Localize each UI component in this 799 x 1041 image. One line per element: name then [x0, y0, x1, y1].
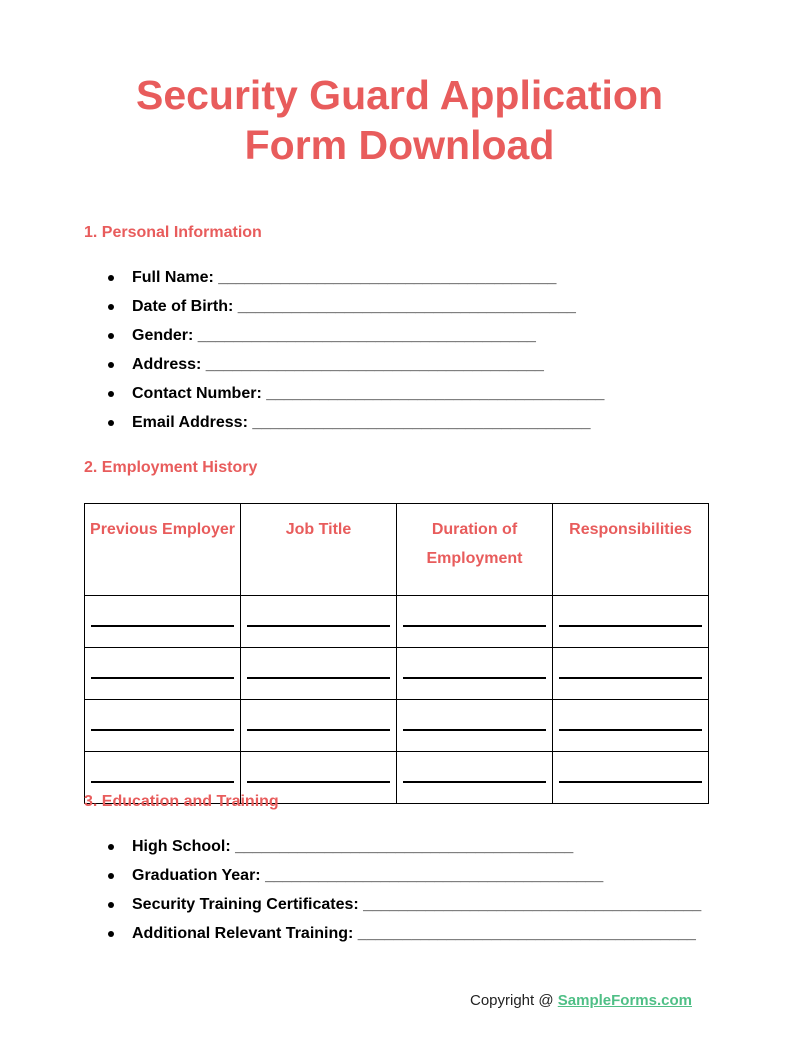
blank-line — [91, 729, 234, 731]
section-heading-personal-information: 1. Personal Information — [84, 224, 262, 241]
table-cell-blank[interactable] — [85, 700, 241, 752]
blank-line — [403, 677, 546, 679]
blank-line — [247, 781, 390, 783]
column-header-job-title: Job Title — [241, 504, 397, 596]
table-cell-blank[interactable] — [553, 648, 709, 700]
personal-information-list — [108, 263, 604, 437]
blank-line — [91, 625, 234, 627]
column-header-responsibilities: Responsibilities — [553, 504, 709, 596]
table-cell-blank[interactable] — [397, 648, 553, 700]
field-security-training-certificates[interactable]: Security Training Certificates: ______________________________________ — [108, 890, 701, 919]
copyright-footer — [470, 992, 692, 1009]
field-additional-relevant-training[interactable]: Additional Relevant Training: ______________________________________ — [108, 919, 701, 948]
field-graduation-year[interactable]: Graduation Year: ______________________________________ — [108, 861, 701, 890]
bullet-icon — [108, 420, 114, 426]
title-line-1: Security Guard Application — [135, 72, 663, 118]
field-date-of-birth[interactable]: Date of Birth: ______________________________________ — [108, 292, 604, 321]
section-heading-education-training: 3. Education and Training — [84, 793, 279, 810]
table-row — [85, 596, 709, 648]
education-training-list — [108, 832, 701, 948]
bullet-icon — [108, 391, 114, 397]
field-contact-number[interactable]: Contact Number: ______________________________________ — [108, 379, 604, 408]
bullet-icon — [108, 304, 114, 310]
blank-line — [559, 781, 702, 783]
column-header-duration: Duration of Employment — [397, 504, 553, 596]
field-gender[interactable]: Gender: ______________________________________ — [108, 321, 604, 350]
blank-line — [247, 729, 390, 731]
table-row — [85, 648, 709, 700]
blank-line — [403, 781, 546, 783]
bullet-icon — [108, 931, 114, 937]
column-header-previous-employer: Previous Employer — [85, 504, 241, 596]
bullet-icon — [108, 362, 114, 368]
blank-line — [403, 625, 546, 627]
bullet-icon — [108, 902, 114, 908]
table-cell-blank[interactable] — [241, 596, 397, 648]
employment-history-table — [84, 503, 709, 804]
sampleforms-link[interactable]: SampleForms.com — [557, 992, 692, 1009]
table-cell-blank[interactable] — [553, 752, 709, 804]
bullet-icon — [108, 873, 114, 879]
blank-line — [559, 677, 702, 679]
table-cell-blank[interactable] — [397, 596, 553, 648]
field-high-school[interactable]: High School: ______________________________________ — [108, 832, 701, 861]
bullet-icon — [108, 333, 114, 339]
field-full-name[interactable]: Full Name: ______________________________________ — [108, 263, 604, 292]
blank-line — [247, 677, 390, 679]
table-cell-blank[interactable] — [85, 648, 241, 700]
bullet-icon — [108, 275, 114, 281]
blank-line — [403, 729, 546, 731]
table-cell-blank[interactable] — [397, 700, 553, 752]
table-cell-blank[interactable] — [241, 700, 397, 752]
table-header-row — [85, 504, 709, 596]
blank-line — [247, 625, 390, 627]
table-cell-blank[interactable] — [397, 752, 553, 804]
table-cell-blank[interactable] — [85, 596, 241, 648]
blank-line — [91, 677, 234, 679]
blank-line — [559, 729, 702, 731]
copyright-text: Copyright @ — [470, 992, 558, 1009]
bullet-icon — [108, 844, 114, 850]
section-heading-employment-history: 2. Employment History — [84, 459, 258, 476]
field-address[interactable]: Address: ______________________________________ — [108, 350, 604, 379]
table-row — [85, 700, 709, 752]
blank-line — [559, 625, 702, 627]
table-cell-blank[interactable] — [241, 648, 397, 700]
blank-line — [91, 781, 234, 783]
title-line-2: Form Download — [244, 122, 555, 168]
table-cell-blank[interactable] — [553, 596, 709, 648]
table-cell-blank[interactable] — [553, 700, 709, 752]
document-title — [0, 70, 799, 170]
field-email-address[interactable]: Email Address: ______________________________________ — [108, 408, 604, 437]
